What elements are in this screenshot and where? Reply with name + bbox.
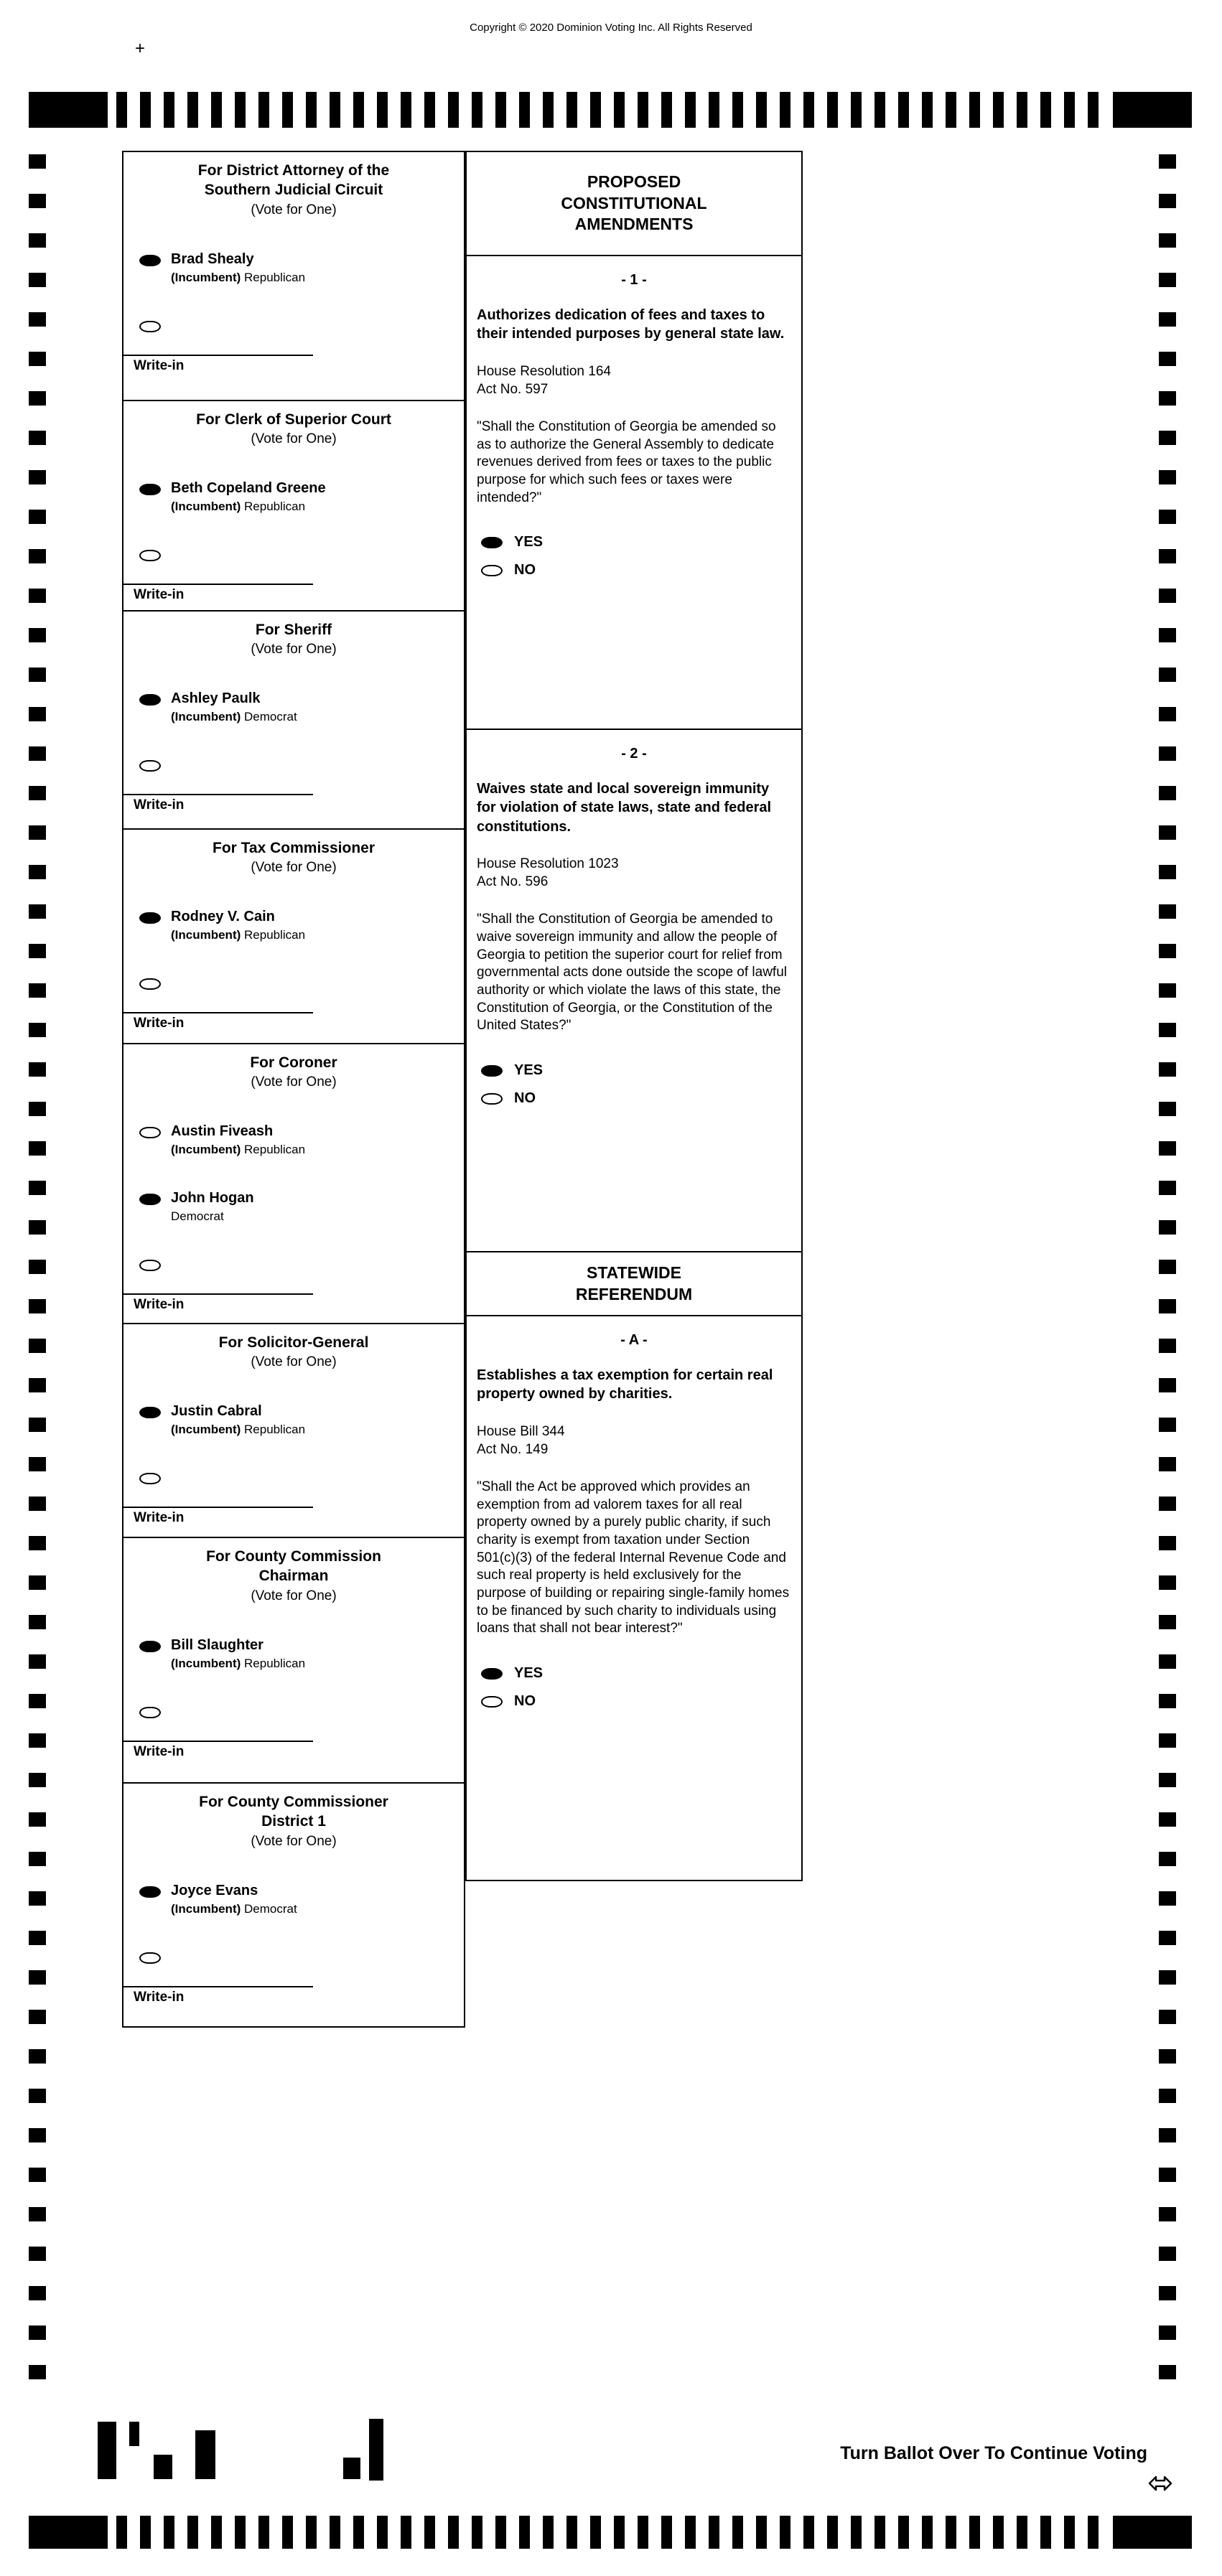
write-in-bubble-row [134,1952,454,1967]
candidate-row [134,690,454,724]
write-in-area[interactable] [123,584,313,603]
candidate-bubble[interactable] [139,912,161,924]
write-in-bubble[interactable] [139,1952,161,1964]
timing-bars [116,92,1104,128]
contest-title: For County Commissioner District 1 [199,1794,388,1830]
no-label: NO [514,1090,536,1107]
write-in-bubble-row [134,1707,454,1722]
write-in-bubble-row [134,1473,454,1488]
incumbent-label: (Incumbent) [171,1901,241,1916]
no-choice-row [477,1090,791,1107]
yes-choice-row [477,1062,791,1079]
candidate-detail [171,1423,305,1437]
write-in-area[interactable] [123,1012,313,1031]
barcode-bar [343,2458,360,2479]
turn-over-arrows-icon [1147,2470,1173,2496]
candidate-text [171,1637,305,1671]
measure-number: - 2 - [621,746,647,762]
candidate-text [171,1883,297,1916]
vote-for-instruction: (Vote for One) [251,431,337,447]
no-label: NO [514,1693,536,1710]
write-in-bubble[interactable] [139,321,161,332]
candidate-detail [171,271,305,285]
candidate-bubble[interactable] [139,694,161,706]
measure-reference-line-2: Act No. 149 [477,1441,549,1457]
contest-title: For Sheriff [255,622,332,638]
contest-coroner [122,1043,465,1324]
write-in-label: Write-in [134,1743,185,1759]
vote-for-instruction: (Vote for One) [251,1833,337,1849]
candidate-name: John Hogan [171,1190,254,1207]
measure-amendment-2 [465,729,803,1252]
timing-marks-right [1159,154,1176,2404]
candidate-detail [171,1902,297,1916]
candidate-row [134,1637,454,1671]
vote-for-instruction: (Vote for One) [251,642,337,657]
party-label: Republican [244,1143,306,1157]
candidate-text [171,251,305,285]
write-in-label: Write-in [134,1016,185,1031]
incumbent-label: (Incumbent) [171,710,241,724]
timing-marks-left [29,154,46,2404]
candidate-bubble[interactable] [139,484,161,495]
write-in-area[interactable] [123,1507,313,1526]
write-in-area[interactable] [123,1986,313,2005]
incumbent-label: (Incumbent) [171,500,241,514]
incumbent-label: (Incumbent) [171,270,241,284]
write-in-label: Write-in [134,1989,185,2005]
candidate-detail [171,1209,254,1224]
barcode-bar [129,2422,139,2446]
turn-ballot-over-instruction: Turn Ballot Over To Continue Voting [840,2443,1147,2463]
measure-summary: Authorizes dedication of fees and taxes to their intended purposes by general state law. [477,307,785,342]
yes-label: YES [514,1062,544,1079]
referendum-section-header [465,1251,803,1316]
contest-tax-commissioner [122,828,465,1044]
contest-county-commission-chairman [122,1537,465,1784]
candidate-bubble[interactable] [139,1407,161,1418]
candidate-row [134,909,454,942]
write-in-area[interactable] [123,794,313,813]
barcode-bar [154,2455,172,2479]
write-in-bubble-row [134,1260,454,1275]
candidate-row [134,1190,454,1224]
vote-for-instruction: (Vote for One) [251,1354,337,1370]
party-label: Democrat [171,1209,224,1224]
write-in-bubble[interactable] [139,978,161,990]
incumbent-label: (Incumbent) [171,1423,241,1437]
measure-number: - A - [620,1332,648,1348]
yes-bubble[interactable] [481,1065,503,1077]
measure-referendum-a [465,1315,803,1881]
party-label: Republican [244,1656,306,1670]
barcode-bar [195,2430,215,2479]
candidate-name: Austin Fiveash [171,1123,274,1140]
candidate-detail [171,928,305,942]
candidate-bubble[interactable] [139,1886,161,1898]
measure-summary: Establishes a tax exemption for certain real property owned by charities. [477,1367,773,1402]
timing-block-right [1113,2516,1192,2549]
yes-label: YES [514,534,544,551]
measure-reference-line-1: House Resolution 1023 [477,856,619,872]
yes-choice-row [477,1665,791,1682]
measure-reference [477,1423,791,1458]
no-label: NO [514,562,536,579]
contest-district-attorney [122,151,465,401]
party-label: Republican [244,928,306,942]
measure-question: "Shall the Act be approved which provides an exemption from ad valorem taxes for all real property owned by a purely public charity, if such charity is exempt from taxation under Section 501(c)(3) of the federal Internal Revenue Code and such real property is held exclusively for the purpose of building or repairing single-family homes to be financed by such charity to individuals using loans that shall not bear interest?" [477,1479,790,1636]
candidate-bubble[interactable] [139,1194,161,1205]
contest-column [122,151,465,2028]
contest-clerk-superior-court [122,400,465,612]
write-in-label: Write-in [134,797,185,813]
candidate-bubble[interactable] [139,1127,161,1138]
write-in-bubble[interactable] [139,1473,161,1484]
amendments-section-header [465,151,803,256]
measure-reference [477,855,791,891]
write-in-label: Write-in [134,587,185,603]
write-in-bubble-row [134,321,454,336]
timing-block-left [29,2516,108,2549]
write-in-label: Write-in [134,357,185,373]
contest-title: For Tax Commissioner [213,840,375,856]
contest-sheriff [122,610,465,830]
measure-amendment-1 [465,255,803,730]
vote-for-instruction: (Vote for One) [251,1588,337,1603]
barcode-bar [98,2422,116,2479]
yes-choice-row [477,534,791,551]
write-in-bubble-row [134,550,454,565]
measure-reference-line-2: Act No. 597 [477,381,549,397]
no-choice-row [477,562,791,579]
measure-question: "Shall the Constitution of Georgia be amended so as to authorize the General Assembly to dedicate revenues derived from fees or taxes to the public purpose for which such fees or taxes were intended?" [477,418,776,505]
candidate-text [171,690,297,724]
registration-plus-mark: + [135,39,146,58]
section-title: PROPOSED CONSTITUTIONAL AMENDMENTS [561,172,707,234]
vote-for-instruction: (Vote for One) [251,860,337,876]
write-in-label: Write-in [134,1510,185,1526]
candidate-text [171,1123,305,1157]
copyright-text: Copyright © 2020 Dominion Voting Inc. All Rights Reserved [470,22,752,34]
candidate-name: Brad Shealy [171,250,254,267]
yes-bubble[interactable] [481,537,503,548]
timing-block-left [29,92,108,128]
no-choice-row [477,1693,791,1710]
yes-bubble[interactable] [481,1668,503,1680]
party-label: Republican [244,1423,306,1437]
timing-bars [116,2516,1104,2549]
measure-reference [477,362,791,398]
write-in-bubble[interactable] [139,1707,161,1718]
candidate-bubble[interactable] [139,1641,161,1652]
candidate-row [134,1403,454,1437]
vote-for-instruction: (Vote for One) [251,1074,337,1090]
candidate-name: Beth Copeland Greene [171,480,326,497]
measure-reference-line-2: Act No. 596 [477,874,549,890]
timing-marks-top [29,92,1192,128]
candidate-name: Justin Cabral [171,1403,262,1420]
candidate-text [171,1190,254,1224]
timing-block-right [1113,92,1192,128]
measure-summary: Waives state and local sovereign immunity for violation of state laws, state and federal constitutions. [477,781,772,835]
candidate-name: Bill Slaughter [171,1636,263,1653]
candidate-detail [171,1143,305,1157]
incumbent-label: (Incumbent) [171,928,241,942]
no-bubble[interactable] [481,1696,503,1708]
incumbent-label: (Incumbent) [171,1656,241,1670]
candidate-name: Ashley Paulk [171,690,261,707]
contest-title: For District Attorney of the Southern Judicial Circuit [197,162,390,199]
write-in-bubble-row [134,760,454,775]
write-in-area[interactable] [123,355,313,374]
contest-title: For Coroner [250,1054,337,1071]
section-title: STATEWIDE REFERENDUM [575,1263,693,1303]
candidate-row [134,1883,454,1916]
contest-solicitor-general [122,1323,465,1538]
no-bubble[interactable] [481,1093,503,1105]
write-in-bubble[interactable] [139,1260,161,1271]
measures-column [465,151,803,1881]
write-in-label: Write-in [134,1297,185,1313]
measure-question: "Shall the Constitution of Georgia be amended to waive sovereign immunity and allow the people of Georgia to petition the superior court for relief from governmental acts done outside the scope of lawful authority or which violate the laws of this state, the Constitution of Georgia, or the Constitution of the United States?" [477,912,787,1034]
party-label: Democrat [244,1901,297,1916]
candidate-detail [171,710,297,724]
measure-number: - 1 - [621,272,647,288]
party-label: Republican [244,270,306,284]
party-label: Democrat [244,710,297,724]
barcode-bar [369,2419,383,2481]
timing-marks-bottom [29,2516,1192,2549]
write-in-bubble[interactable] [139,550,161,561]
candidate-detail [171,1657,305,1671]
contest-title: For County Commission Chairman [206,1548,381,1585]
write-in-bubble-row [134,978,454,993]
candidate-text [171,909,305,942]
contest-title: For Solicitor-General [218,1334,369,1351]
candidate-name: Rodney V. Cain [171,909,275,925]
write-in-area[interactable] [123,1293,313,1313]
candidate-row [134,251,454,285]
write-in-bubble[interactable] [139,760,161,772]
no-bubble[interactable] [481,565,503,576]
yes-label: YES [514,1665,544,1682]
contest-title: For Clerk of Superior Court [196,411,391,428]
incumbent-label: (Incumbent) [171,1143,241,1157]
candidate-row [134,480,454,514]
measure-reference-line-1: House Resolution 164 [477,363,611,379]
candidate-text [171,1403,305,1437]
write-in-area[interactable] [123,1741,313,1760]
candidate-row [134,1123,454,1157]
party-label: Republican [244,500,306,514]
candidate-name: Joyce Evans [171,1882,258,1898]
candidate-bubble[interactable] [139,255,161,266]
candidate-detail [171,500,326,514]
candidate-text [171,480,326,514]
measure-reference-line-1: House Bill 344 [477,1423,565,1439]
vote-for-instruction: (Vote for One) [251,202,337,217]
contest-county-commissioner-district-1 [122,1782,465,2028]
